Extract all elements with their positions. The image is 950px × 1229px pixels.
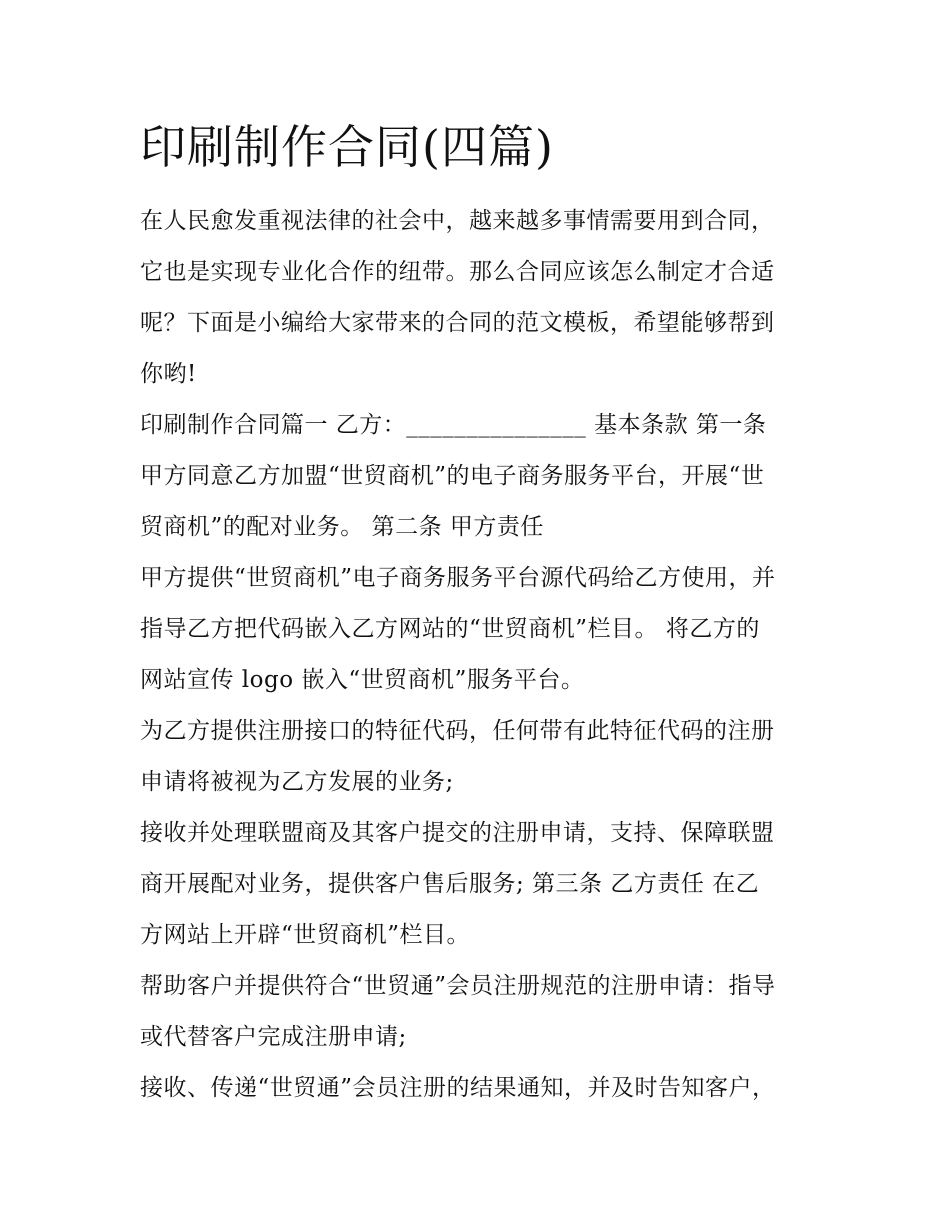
paragraph-intro <box>140 196 820 400</box>
text-line: 帮助客户并提供符合“世贸通”会员注册规范的注册申请：指导 <box>140 973 776 999</box>
text-line: 网站宣传 logo 嵌入“世贸商机”服务平台。 <box>140 667 585 693</box>
text-line: 贸商机”的配对业务。 第二条 甲方责任 <box>140 514 544 540</box>
document-title: 印刷制作合同(四篇) <box>140 120 554 174</box>
text-line: 甲方提供“世贸商机”电子商务服务平台源代码给乙方使用，并 <box>140 565 776 591</box>
text-line: 申请将被视为乙方发展的业务; <box>140 769 454 795</box>
text-line: 在人民愈发重视法律的社会中，越来越多事情需要用到合同， <box>140 208 775 234</box>
text-line: 方网站上开辟“世贸商机”栏目。 <box>140 922 471 948</box>
text-line: 为乙方提供注册接口的特征代码，任何带有此特征代码的注册 <box>140 718 775 744</box>
text-line: 或代替客户完成注册申请; <box>140 1024 407 1050</box>
text-line: 商开展配对业务，提供客户售后服务; 第三条 乙方责任 在乙 <box>140 871 760 897</box>
text-line: 指导乙方把代码嵌入乙方网站的“世贸商机”栏目。 将乙方的 <box>140 616 760 642</box>
paragraph-party-a-duty-2 <box>140 706 820 808</box>
text-line: 接收并处理联盟商及其客户提交的注册申请，支持、保障联盟 <box>140 820 775 846</box>
text-line: 呢？下面是小编给大家带来的合同的范文模板，希望能够帮到 <box>140 310 775 336</box>
text-line: 它也是实现专业化合作的纽带。那么合同应该怎么制定才合适 <box>140 259 775 285</box>
text-line: 你哟! <box>140 361 197 387</box>
paragraph-party-b-duty-1 <box>140 961 820 1063</box>
paragraph-party-a-duty-3 <box>140 808 820 961</box>
text-line: 接收、传递“世贸通”会员注册的结果通知，并及时告知客户， <box>140 1075 776 1101</box>
text-line: 印刷制作合同篇一 乙方：_______________ 基本条款 第一条 <box>140 412 767 438</box>
text-line: 甲方同意乙方加盟“世贸商机”的电子商务服务平台，开展“世 <box>140 463 765 489</box>
document-body <box>140 112 820 1114</box>
paragraph-party-a-duty-1 <box>140 553 820 706</box>
paragraph-article-1 <box>140 400 820 553</box>
paragraph-party-b-duty-2 <box>140 1063 820 1114</box>
